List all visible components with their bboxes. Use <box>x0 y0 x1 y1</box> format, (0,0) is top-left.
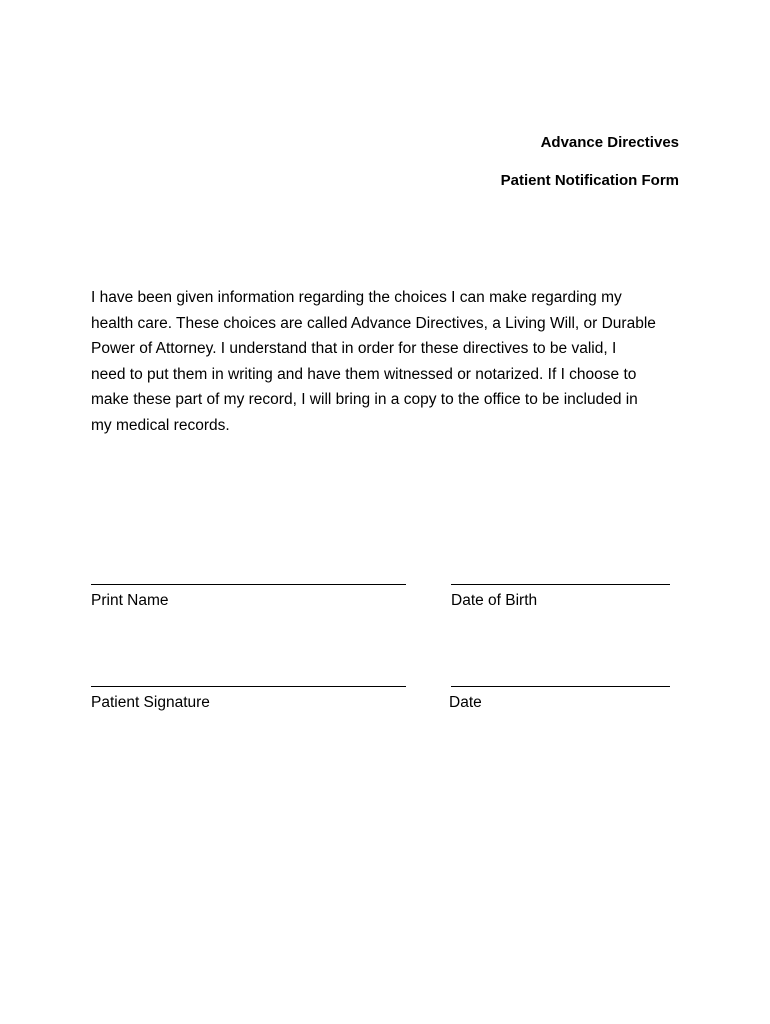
print-name-label: Print Name <box>91 592 169 609</box>
paragraph-line: my medical records. <box>91 416 230 434</box>
date-label: Date <box>449 694 482 711</box>
patient-signature-line[interactable] <box>91 686 406 687</box>
paragraph-line: need to put them in writing and have them witnessed or notarized. If I choose to <box>91 365 637 383</box>
document-subtitle: Patient Notification Form <box>500 172 679 189</box>
print-name-line[interactable] <box>91 584 406 585</box>
document-title: Advance Directives <box>540 134 679 151</box>
paragraph-line: Power of Attorney. I understand that in order for these directives to be valid, I <box>91 340 617 357</box>
date-of-birth-line[interactable] <box>451 584 670 585</box>
paragraph-line: health care. These choices are called Advance Directives, a Living Will, or Durable <box>91 314 656 332</box>
patient-signature-label: Patient Signature <box>91 694 210 711</box>
date-line[interactable] <box>451 686 670 687</box>
notification-paragraph <box>91 285 691 438</box>
date-of-birth-label: Date of Birth <box>451 592 538 609</box>
paragraph-line: I have been given information regarding the choices I can make regarding my <box>91 289 622 306</box>
paragraph-line: make these part of my record, I will bring in a copy to the office to be included in <box>91 391 638 408</box>
